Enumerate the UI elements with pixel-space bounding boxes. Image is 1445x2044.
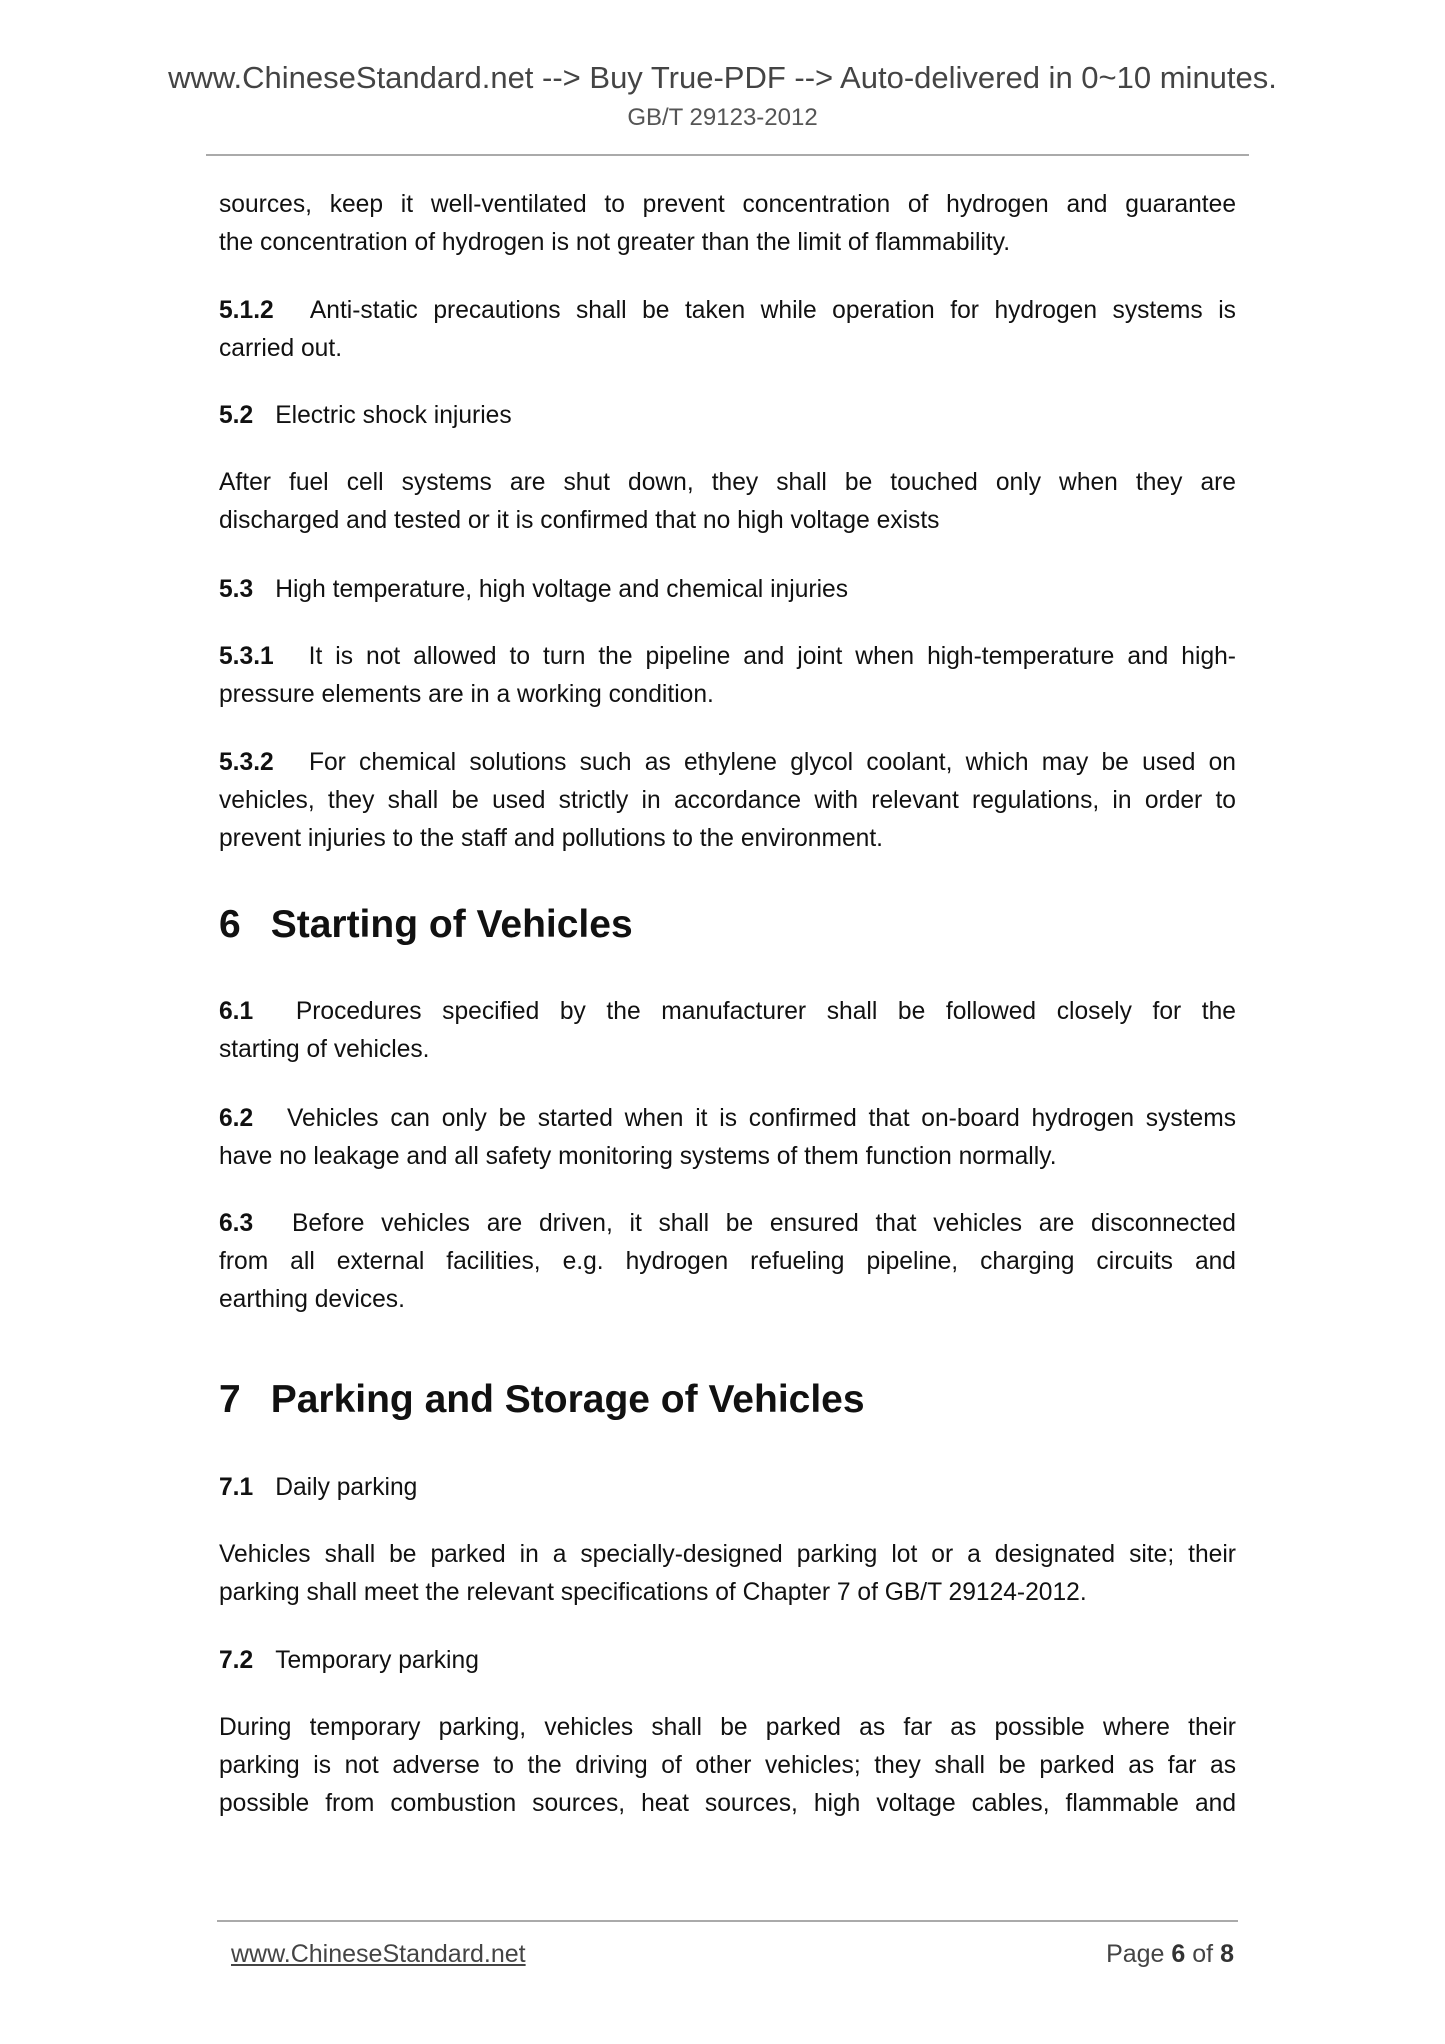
clause-6-2 [219,1100,1236,1176]
clause-text: Anti-static precautions shall be taken while operation for hydrogen systems is [309,297,1236,324]
text-line: possible from combustion sources, heat sources, high voltage cables, flammable and [219,1790,1236,1817]
text-line: prevent injuries to the staff and pollutions to the environment. [219,825,883,852]
text-line: from all external facilities, e.g. hydrogen refueling pipeline, charging circuits and [219,1248,1236,1275]
document-id: GB/T 29123-2012 [627,104,818,131]
text-line: starting of vehicles. [219,1036,430,1063]
subsection-5-2 [219,397,1236,435]
text-line: discharged and tested or it is confirmed that no high voltage exists [219,507,940,534]
header-divider [206,154,1249,156]
clause-text: Procedures specified by the manufacturer shall be followed closely for the [295,998,1236,1025]
subsection-title: High temperature, high voltage and chemical injuries [275,576,849,603]
clause-number: 6.2 [219,1105,254,1132]
total-pages: 8 [1220,1940,1234,1968]
text-line [219,638,1236,676]
text-line: parking shall meet the relevant specifications of Chapter 7 of GB/T 29124-2012. [219,1579,1087,1606]
clause-5-3-1 [219,638,1236,714]
text-line: have no leakage and all safety monitoring systems of them function normally. [219,1143,1057,1170]
clause-number: 6.3 [219,1210,254,1237]
text-line: pressure elements are in a working condition. [219,681,714,708]
clause-text: It is not allowed to turn the pipeline and joint when high-temperature and high- [308,643,1236,670]
clause-number: 5.3 [219,576,254,603]
page-label: Page [1106,1940,1165,1968]
text-line: carried out. [219,335,343,362]
text-line [219,993,1236,1031]
subsection-title: Daily parking [275,1474,418,1501]
footer-website-link[interactable]: www.ChineseStandard.net [231,1940,526,1968]
clause-number: 6.1 [219,998,254,1025]
section-title: Starting of Vehicles [270,903,633,946]
text-line: parking is not adverse to the driving of other vehicles; they shall be parked as far as [219,1752,1236,1779]
text-line [219,1205,1236,1243]
current-page: 6 [1171,1940,1186,1968]
paragraph-continuation [219,186,1236,262]
page-indicator [1106,1940,1234,1969]
clause-number: 7.1 [219,1474,254,1501]
subsection-7-1 [219,1469,1236,1507]
text-line: vehicles, they shall be used strictly in accordance with relevant regulations, in order to [219,787,1236,814]
clause-text: For chemical solutions such as ethylene glycol coolant, which may be used on [308,749,1236,776]
paragraph-5-2 [219,464,1236,540]
subsection-title: Temporary parking [275,1647,479,1674]
section-heading-7 [219,1378,865,1422]
section-number: 7 [219,1378,241,1421]
clause-number: 5.3.2 [219,749,274,776]
clause-6-3 [219,1205,1236,1319]
clause-5-1-2 [219,292,1236,368]
section-number: 6 [219,903,241,946]
text-line: sources, keep it well-ventilated to prevent concentration of hydrogen and guarantee [219,191,1236,218]
subsection-title: Electric shock injuries [275,402,512,429]
paragraph-7-2 [219,1709,1236,1823]
text-line: After fuel cell systems are shut down, they shall be touched only when they are [219,469,1236,496]
of-label: of [1192,1940,1214,1968]
text-line: During temporary parking, vehicles shall be parked as far as possible where their [219,1714,1236,1741]
clause-number: 5.2 [219,402,254,429]
clause-6-1 [219,993,1236,1069]
text-line [219,1100,1236,1138]
footer-divider [217,1920,1238,1922]
text-line: earthing devices. [219,1286,405,1313]
text-line: the concentration of hydrogen is not greater than the limit of flammability. [219,229,1011,256]
clause-text: Vehicles can only be started when it is confirmed that on-board hydrogen systems [286,1105,1236,1132]
clause-number: 7.2 [219,1647,254,1674]
header-banner: www.ChineseStandard.net --> Buy True-PDF --> Auto-delivered in 0~10 minutes. [168,60,1277,95]
text-line [219,744,1236,782]
section-title: Parking and Storage of Vehicles [270,1378,865,1421]
text-line [219,292,1236,330]
clause-text: Before vehicles are driven, it shall be ensured that vehicles are disconnected [291,1210,1236,1237]
text-line: Vehicles shall be parked in a specially-designed parking lot or a designated site; their [219,1541,1236,1568]
section-heading-6 [219,903,633,947]
paragraph-7-1 [219,1536,1236,1612]
clause-number: 5.3.1 [219,643,274,670]
subsection-5-3 [219,571,1236,609]
clause-number: 5.1.2 [219,297,274,324]
clause-5-3-2 [219,744,1236,858]
subsection-7-2 [219,1642,1236,1680]
